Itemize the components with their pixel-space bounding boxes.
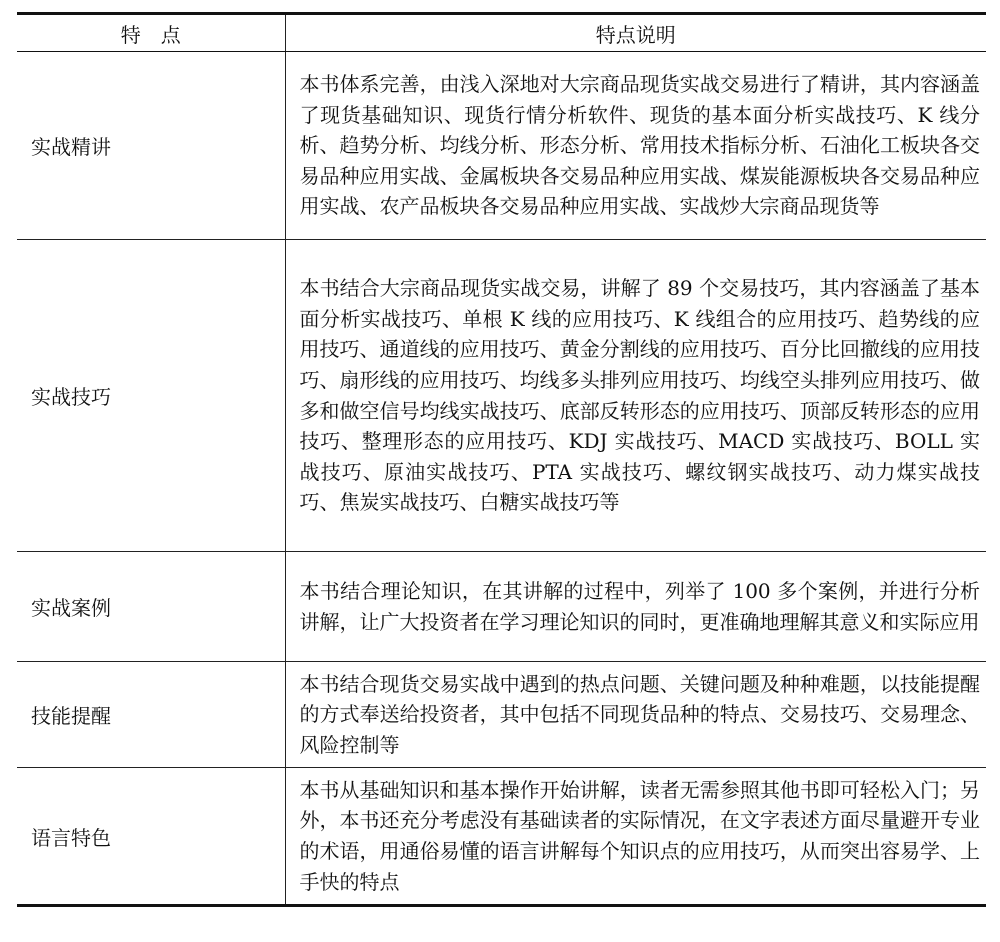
features-table [17, 12, 986, 907]
feature-name: 语言特色 [31, 825, 111, 850]
table-row [17, 552, 986, 662]
feature-name: 实战技巧 [31, 385, 111, 409]
header-feature-char-1: 特 [120, 22, 141, 47]
feature-name-cell [17, 52, 285, 240]
feature-description: 本书结合大宗商品现货实战交易，讲解了 89 个交易技巧，其内容涵盖了基本面分析实战技巧、单根 K 线的应用技巧、K 线组合的应用技巧、趋势线的应用技巧、通道线的应用技巧、黄金分割线的应用技巧、百分比回撤线的应用技巧、扇形线的应用技巧、均线多头排列应用技巧、均线空头排列应用技巧、做多和做空信号均线实战技巧、底部反转形态的应用技巧、顶部反转形态的应用技巧、整理形态的应用技巧、KDJ 实战技巧、MACD 实战技巧、BOLL 实战技巧、原油实战技巧、PTA 实战技巧、螺纹钢实战技巧、动力煤实战技巧、焦炭实战技巧、白糖实战技巧等 [285, 240, 986, 552]
feature-name-cell [17, 240, 285, 552]
header-feature [17, 14, 285, 52]
table-row [17, 52, 986, 240]
feature-description: 本书结合理论知识，在其讲解的过程中，列举了 100 多个案例，并进行分析讲解，让广大投资者在学习理论知识的同时，更准确地理解其意义和实际应用 [285, 552, 986, 662]
feature-description: 本书体系完善，由浅入深地对大宗商品现货实战交易进行了精讲，其内容涵盖了现货基础知识、现货行情分析软件、现货的基本面分析实战技巧、K 线分析、趋势分析、均线分析、形态分析、常用技术指标分析、石油化工板块各交易品种应用实战、金属板块各交易品种应用实战、煤炭能源板块各交易品种应用实战、农产品板块各交易品种应用实战、实战炒大宗商品现货等 [285, 52, 986, 240]
feature-name: 实战精讲 [31, 135, 111, 159]
table-row [17, 768, 986, 906]
feature-description: 本书从基础知识和基本操作开始讲解，读者无需参照其他书即可轻松入门；另外，本书还充分考虑没有基础读者的实际情况，在文字表述方面尽量避开专业的术语，用通俗易懂的语言讲解每个知识点的应用技巧，从而突出容易学、上手快的特点 [299, 777, 980, 894]
table-row [17, 662, 986, 768]
feature-name-cell [17, 768, 285, 906]
feature-name: 技能提醒 [31, 704, 111, 728]
table-header-row [17, 14, 986, 52]
feature-name-cell [17, 662, 285, 768]
feature-name-cell [17, 552, 285, 662]
header-description: 特点说明 [285, 14, 986, 52]
table-row [17, 240, 986, 552]
header-feature-char-2: 点 [160, 22, 181, 47]
feature-name: 实战案例 [31, 596, 111, 620]
feature-description: 本书结合现货交易实战中遇到的热点问题、关键问题及种种难题，以技能提醒的方式奉送给投资者，其中包括不同现货品种的特点、交易技巧、交易理念、风险控制等 [285, 662, 986, 768]
